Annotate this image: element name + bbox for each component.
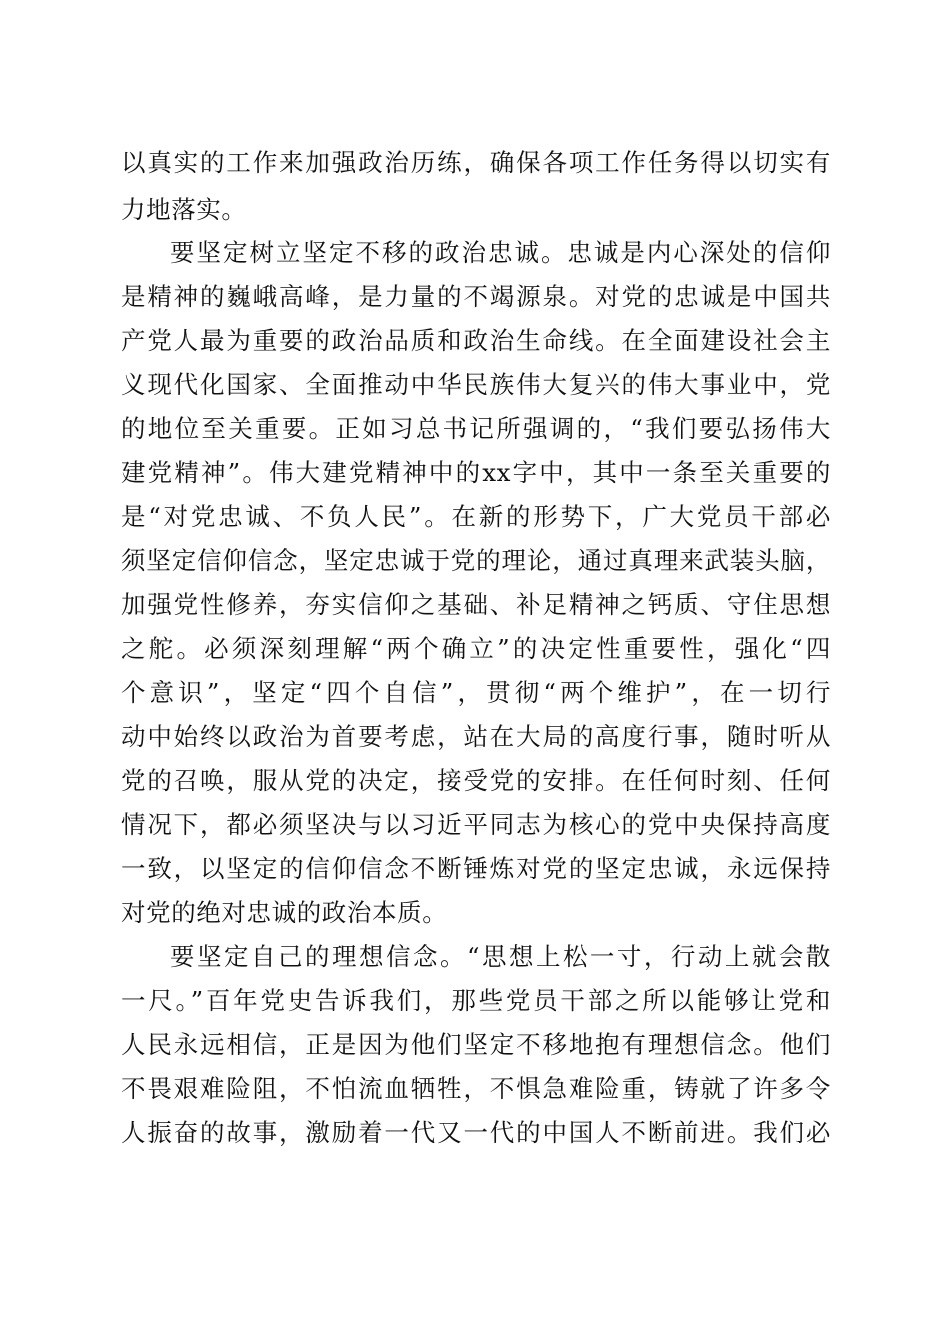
text-line: 是“对党忠诚、不负人民”。在新的形势下，广大党员干部必 <box>121 502 831 531</box>
text-line: 一尺。”百年党史告诉我们，那些党员干部之所以能够让党和 <box>121 986 831 1015</box>
text-line: 动中始终以政治为首要考虑，站在大局的高度行事，随时听从 <box>121 722 831 751</box>
text-line: 力地落实。 <box>121 195 247 224</box>
text-line: 建党精神”。伟大建党精神中的xx字中，其中一条至关重要的 <box>121 458 831 487</box>
text-line: 须坚定信仰信念，坚定忠诚于党的理论，通过真理来武装头脑， <box>121 546 831 575</box>
text-line: 之舵。必须深刻理解“两个确立”的决定性重要性，强化“四 <box>121 634 831 663</box>
paragraph-first-line: 要坚定树立坚定不移的政治忠诚。忠诚是内心深处的信仰 <box>170 238 831 267</box>
text-line: 人振奋的故事，激励着一代又一代的中国人不断前进。我们必 <box>121 1118 831 1147</box>
text-line: 个意识”，坚定“四个自信”，贯彻“两个维护”，在一切行 <box>121 678 831 707</box>
text-line: 人民永远相信，正是因为他们坚定不移地抱有理想信念。他们 <box>121 1030 831 1059</box>
text-line: 义现代化国家、全面推动中华民族伟大复兴的伟大事业中，党 <box>121 370 831 399</box>
text-line: 情况下，都必须坚决与以习近平同志为核心的党中央保持高度 <box>121 810 831 839</box>
paragraph-first-line: 要坚定自己的理想信念。“思想上松一寸，行动上就会散 <box>170 942 831 971</box>
text-line: 产党人最为重要的政治品质和政治生命线。在全面建设社会主 <box>121 326 831 355</box>
text-line: 不畏艰难险阻，不怕流血牺牲，不惧急难险重，铸就了许多令 <box>121 1074 831 1103</box>
text-line: 对党的绝对忠诚的政治本质。 <box>121 898 448 927</box>
text-line: 的地位至关重要。正如习总书记所强调的，“我们要弘扬伟大 <box>121 414 831 443</box>
text-line: 加强党性修养，夯实信仰之基础、补足精神之钙质、守住思想 <box>121 590 831 619</box>
text-line: 是精神的巍峨高峰，是力量的不竭源泉。对党的忠诚是中国共 <box>121 282 831 311</box>
text-line: 以真实的工作来加强政治历练，确保各项工作任务得以切实有 <box>121 148 831 177</box>
text-line: 一致，以坚定的信仰信念不断锤炼对党的坚定忠诚，永远保持 <box>121 854 831 883</box>
text-line: 党的召唤，服从党的决定，接受党的安排。在任何时刻、任何 <box>121 766 831 795</box>
